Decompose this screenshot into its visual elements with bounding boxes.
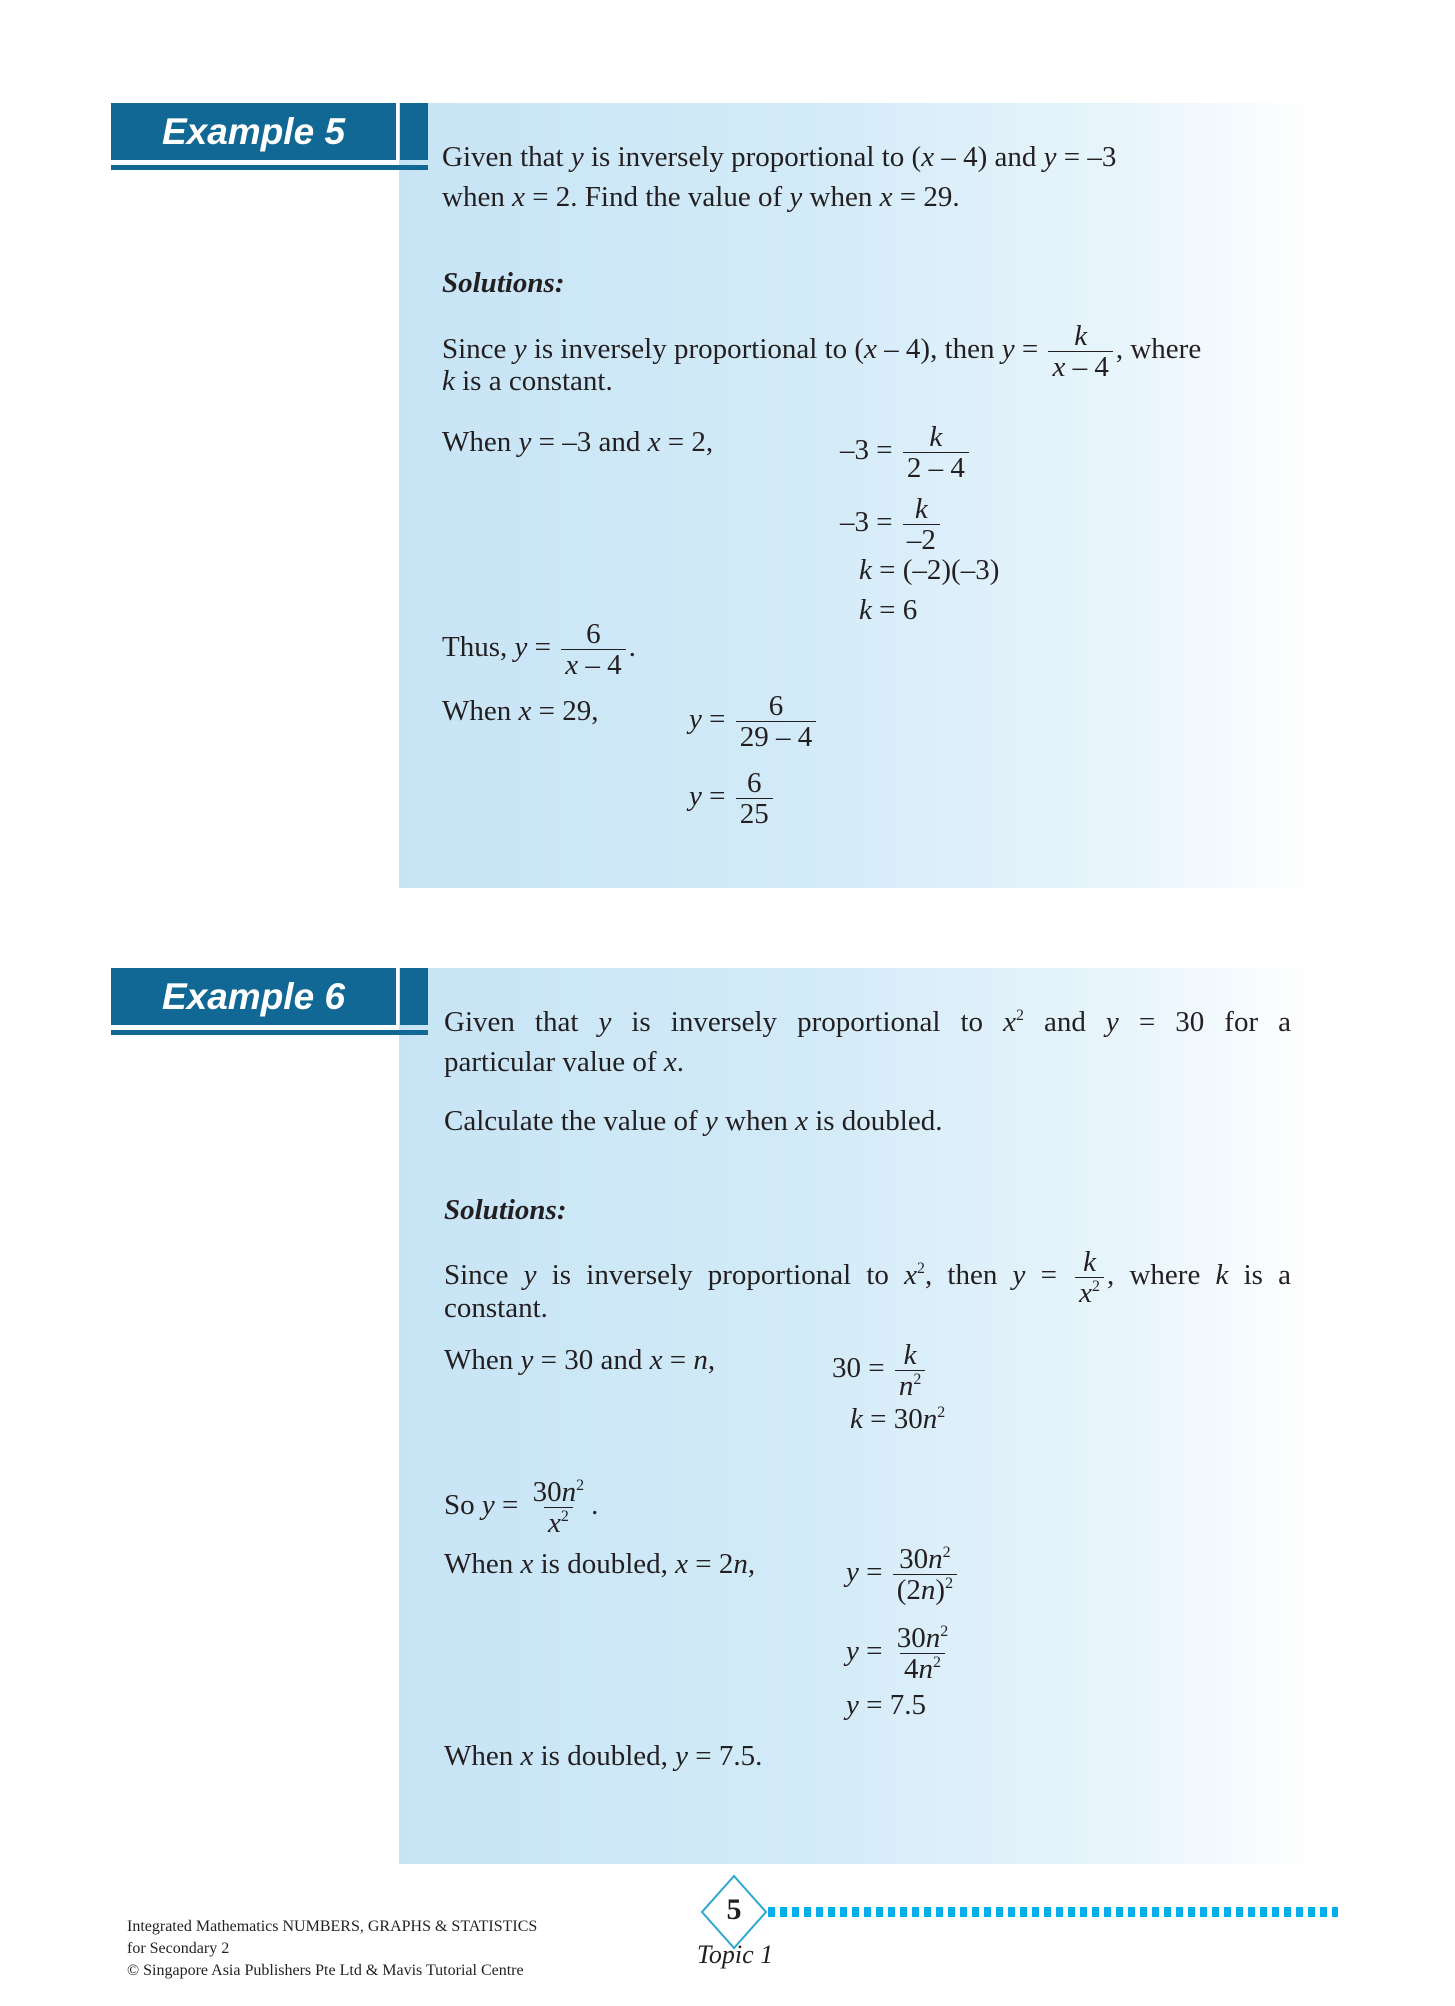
text-run: Since <box>442 333 514 366</box>
math-variable: x <box>520 1548 534 1580</box>
text-run: 4 <box>903 1653 919 1685</box>
math-variable: x <box>864 333 877 366</box>
text-run: is doubled, <box>533 1548 676 1580</box>
math-variable: x <box>512 181 525 213</box>
text-run: , <box>747 1548 756 1580</box>
superscript: 2 <box>1015 1006 1024 1024</box>
page-number: 5 <box>726 1893 742 1926</box>
equation-line <box>846 1623 955 1684</box>
solution-line <box>444 1544 755 1584</box>
text-run: is inversely proportional to <box>536 1259 905 1292</box>
fraction-numerator <box>765 691 788 721</box>
math-variable: y <box>689 780 702 813</box>
superscript: 2 <box>942 1543 951 1561</box>
topic-label: Topic 1 <box>696 1940 774 1969</box>
math-variable: k <box>859 554 872 586</box>
math-variable: x <box>649 1344 663 1376</box>
math-variable: x <box>663 1046 677 1078</box>
text-run: Given that <box>444 1006 599 1038</box>
text-run: –2 <box>906 524 936 556</box>
text-run: = 30 <box>862 1403 923 1435</box>
text-run: = 7.5. <box>688 1740 763 1772</box>
fraction-denominator <box>736 721 817 752</box>
text-run: when <box>802 181 880 213</box>
solutions-heading: Solutions: <box>442 267 565 299</box>
math-variable: n <box>898 1370 914 1402</box>
text-run: is a constant. <box>454 365 613 397</box>
text-run: So <box>444 1489 482 1522</box>
math-variable: y <box>513 333 527 366</box>
text-run: 6 <box>746 767 762 799</box>
math-variable: x <box>795 1105 808 1137</box>
text-run: = 29, <box>531 695 599 727</box>
superscript: 2 <box>916 1260 925 1277</box>
text-run: = 2 <box>688 1548 734 1580</box>
math-variable: k <box>929 421 943 453</box>
math-variable: y <box>520 1344 534 1376</box>
superscript: 2 <box>913 1370 922 1388</box>
text-run: –3 = <box>840 506 900 539</box>
text-run: = 30 and <box>533 1344 650 1376</box>
superscript: 2 <box>560 1507 569 1525</box>
text-run: 2 – 4 <box>906 452 965 484</box>
fraction-denominator <box>900 1653 945 1684</box>
header-underline <box>111 1030 428 1035</box>
book-level: for Secondary 2 <box>127 1940 230 1957</box>
text-run: (2 <box>896 1574 921 1606</box>
fraction <box>529 1477 588 1538</box>
text-run: is doubled, <box>533 1740 676 1772</box>
text-run: = 2, <box>660 426 714 458</box>
solution-line <box>444 1736 762 1776</box>
fraction <box>893 1623 952 1684</box>
text-run: = 7.5 <box>858 1689 926 1721</box>
math-variable: n <box>693 1344 708 1376</box>
text-run: When <box>442 426 519 458</box>
fraction-denominator <box>893 1574 957 1605</box>
math-variable: y <box>523 1259 537 1292</box>
math-variable: y <box>704 1105 718 1137</box>
equation-line <box>689 768 776 829</box>
text-run: is inversely proportional to ( <box>526 333 865 366</box>
text-run: = –3 and <box>531 426 648 458</box>
header-underline <box>111 165 428 170</box>
math-variable: y <box>1012 1259 1026 1292</box>
text-run: . <box>591 1489 599 1522</box>
text-run: When <box>444 1740 521 1772</box>
equation-line <box>840 494 943 555</box>
fraction <box>895 1340 925 1401</box>
text-run: = <box>858 1635 890 1668</box>
math-variable: y <box>1105 1006 1119 1038</box>
superscript: 2 <box>576 1476 585 1494</box>
text-run: = 6 <box>871 594 918 626</box>
copyright: © Singapore Asia Publishers Pte Ltd & Mavis Tutorial Centre <box>127 1962 524 1979</box>
text-run: When <box>444 1548 521 1580</box>
fraction-numerator <box>900 1340 921 1370</box>
math-variable: x <box>675 1548 689 1580</box>
text-run: Thus, <box>442 631 515 664</box>
math-variable: y <box>481 1489 495 1522</box>
text-run: , where <box>1115 333 1202 366</box>
fraction-numerator <box>893 1623 952 1653</box>
math-variable: x <box>547 1507 561 1539</box>
equation-line <box>846 1544 960 1605</box>
header-tab <box>400 968 428 1025</box>
text-run: –3 = <box>840 434 900 467</box>
math-variable: x <box>879 181 893 213</box>
superscript: 2 <box>1092 1277 1101 1295</box>
text-run: = 2. Find the value of <box>524 181 790 213</box>
text-run: – 4 <box>1065 351 1109 383</box>
superscript: 2 <box>932 1653 941 1671</box>
fraction <box>1075 1247 1104 1308</box>
math-variable: n <box>925 1622 941 1654</box>
math-variable: x <box>565 649 579 681</box>
text-run: = 30 for a <box>1118 1006 1292 1038</box>
text-run: = <box>701 703 733 736</box>
fraction-numerator <box>582 619 605 649</box>
math-variable: x <box>1052 351 1066 383</box>
text-run: Calculate the value of <box>444 1105 705 1137</box>
problem-line <box>444 1002 1291 1042</box>
math-variable: k <box>859 594 872 626</box>
superscript: 2 <box>945 1574 954 1592</box>
text-run: is doubled. <box>807 1105 943 1137</box>
math-variable: k <box>1083 1246 1097 1278</box>
text-run: 30 = <box>832 1352 892 1385</box>
text-run: 6 <box>586 618 601 650</box>
text-run: = –3 <box>1056 141 1117 173</box>
math-variable: n <box>922 1403 938 1435</box>
text-run: = 29. <box>892 181 960 213</box>
text-run: – 4) and <box>934 141 1044 173</box>
text-run: 6 <box>768 690 784 722</box>
math-variable: k <box>1215 1259 1229 1292</box>
problem-line <box>444 1042 684 1082</box>
math-variable: y <box>789 181 803 213</box>
fraction <box>1048 321 1112 382</box>
text-run: constant. <box>444 1292 548 1324</box>
solution-line <box>442 619 636 680</box>
text-run: is inversely proportional to ( <box>583 141 922 173</box>
text-run: 29 – 4 <box>739 721 813 753</box>
text-run: 30 <box>532 1476 562 1508</box>
text-run: Given that <box>442 141 571 173</box>
math-variable: x <box>921 141 935 173</box>
fraction-numerator <box>743 768 766 798</box>
math-variable: k <box>903 1339 917 1371</box>
fraction <box>903 494 940 555</box>
fraction-denominator <box>736 798 773 829</box>
text-run: = <box>662 1344 694 1376</box>
math-variable: y <box>846 1556 859 1589</box>
example-6-label: Example 6 <box>161 976 346 1017</box>
fraction-denominator <box>561 649 625 680</box>
fraction-numerator <box>1070 321 1091 351</box>
math-variable: y <box>689 703 702 736</box>
text-run: particular value of <box>444 1046 664 1078</box>
fraction-numerator <box>925 422 946 452</box>
fraction-numerator <box>911 494 932 524</box>
text-run: . <box>628 631 636 664</box>
math-variable: n <box>928 1543 943 1575</box>
text-run: 30 <box>896 1622 926 1654</box>
text-run: 30 <box>899 1543 929 1575</box>
text-run: = <box>1025 1259 1073 1292</box>
text-run: = <box>1014 333 1046 366</box>
math-variable: y <box>598 1006 612 1038</box>
text-run: When <box>442 695 519 727</box>
superscript: 2 <box>937 1403 946 1421</box>
book-title: Integrated Mathematics NUMBERS, GRAPHS & STATISTICS <box>127 1918 538 1935</box>
equation-line <box>850 1399 945 1439</box>
text-run: , where <box>1107 1259 1216 1292</box>
solution-line <box>444 1340 715 1380</box>
text-run: Since <box>444 1259 524 1292</box>
equation-line <box>840 422 972 483</box>
fraction <box>893 1544 957 1605</box>
text-run: , then <box>924 1259 1013 1292</box>
text-run: and <box>1023 1006 1106 1038</box>
equation-line <box>689 691 819 752</box>
equation-line <box>859 550 999 590</box>
math-variable: n <box>561 1476 577 1508</box>
header-tab <box>400 103 428 160</box>
text-run: ) <box>935 1574 946 1606</box>
math-variable: x <box>647 426 661 458</box>
math-variable: n <box>918 1653 933 1685</box>
math-variable: n <box>733 1548 748 1580</box>
math-variable: k <box>442 365 455 397</box>
text-run: when <box>442 181 513 213</box>
math-variable: x <box>904 1259 917 1292</box>
fraction <box>903 422 969 483</box>
fraction <box>736 768 773 829</box>
equation-line <box>832 1340 928 1401</box>
math-variable: x <box>518 695 532 727</box>
solution-line <box>442 361 613 401</box>
example-5-label: Example 5 <box>161 111 346 152</box>
solutions-heading: Solutions: <box>444 1194 567 1226</box>
math-variable: x <box>1003 1006 1016 1038</box>
math-variable: y <box>1043 141 1057 173</box>
fraction-denominator <box>1048 351 1112 382</box>
solution-line <box>442 422 713 462</box>
solution-line <box>444 1288 548 1328</box>
math-variable: k <box>914 493 928 525</box>
text-run: . <box>676 1046 684 1078</box>
math-variable: n <box>920 1574 936 1606</box>
text-run: – 4 <box>578 649 622 681</box>
math-variable: y <box>675 1740 689 1772</box>
text-run: when <box>717 1105 796 1137</box>
superscript: 2 <box>940 1622 949 1640</box>
text-run: – 4), then <box>876 333 1002 366</box>
math-variable: k <box>1074 320 1088 352</box>
fraction-numerator <box>529 1477 588 1507</box>
equation-line <box>846 1685 926 1725</box>
text-run: = <box>701 780 733 813</box>
text-run: = <box>527 631 559 664</box>
text-run: is inversely proportional to <box>611 1006 1004 1038</box>
text-run: , <box>707 1344 716 1376</box>
problem-line <box>442 177 960 217</box>
solution-line <box>442 691 598 731</box>
solution-line <box>444 1247 1291 1308</box>
math-variable: y <box>846 1635 859 1668</box>
text-run: = (–2)(–3) <box>871 554 1000 586</box>
math-variable: x <box>520 1740 534 1772</box>
text-run: 25 <box>739 798 769 830</box>
text-run: When <box>444 1344 521 1376</box>
text-run: = <box>858 1556 890 1589</box>
fraction-denominator <box>1075 1277 1104 1308</box>
problem-line <box>444 1101 943 1141</box>
solution-line <box>444 1477 598 1538</box>
math-variable: y <box>1001 333 1015 366</box>
fraction-numerator <box>1079 1247 1100 1277</box>
problem-line <box>442 137 1116 177</box>
fraction <box>561 619 625 680</box>
fraction-numerator <box>895 1544 954 1574</box>
math-variable: y <box>570 141 584 173</box>
fraction-denominator <box>544 1507 573 1538</box>
math-variable: x <box>1079 1277 1093 1309</box>
math-variable: y <box>514 631 528 664</box>
math-variable: k <box>850 1403 863 1435</box>
math-variable: y <box>846 1689 859 1721</box>
equation-line <box>859 590 917 630</box>
text-run: = <box>494 1489 526 1522</box>
fraction-denominator <box>895 1370 925 1401</box>
fraction-denominator <box>903 452 969 483</box>
text-run: is a <box>1228 1259 1292 1292</box>
fraction <box>736 691 817 752</box>
math-variable: y <box>518 426 532 458</box>
